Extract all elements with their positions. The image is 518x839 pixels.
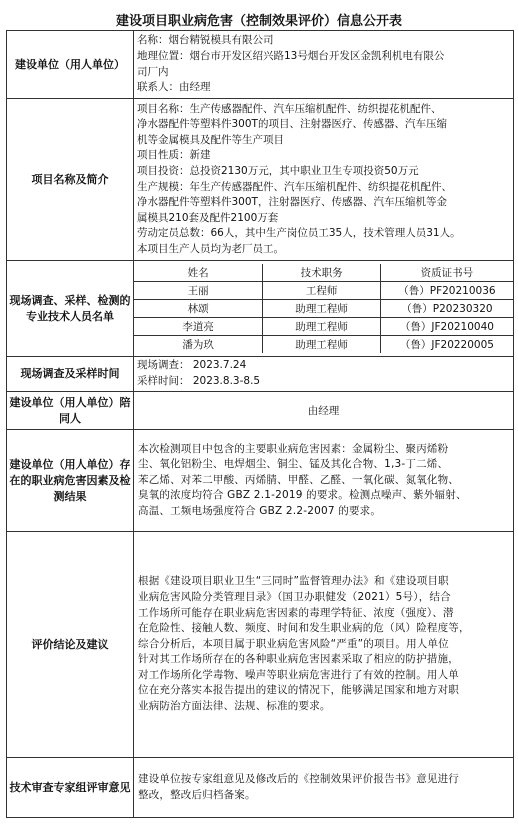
project-label: 项目名称及简介 <box>7 99 134 261</box>
unit-label: 建设单位（用人单位） <box>7 31 134 99</box>
staff-table <box>134 264 513 353</box>
escort-value: 由经理 <box>134 392 514 430</box>
review-info <box>134 758 514 818</box>
escort-label: 建设单位（用人单位）陪同人 <box>7 392 134 430</box>
project-info <box>134 99 514 261</box>
staff-name: 王丽 <box>134 282 263 300</box>
staff-cert: （鲁）PF20210036 <box>380 282 513 300</box>
unit-info <box>134 31 514 99</box>
conclusion-line: 在危险性、接触人数、频度、时间和发生职业病的危（风）险程度等， <box>138 622 470 635</box>
unit-address-line-1: 地理位置：烟台市开发区绍兴路13号烟台开发区金凯利机电有限公 <box>137 49 445 62</box>
unit-row <box>7 31 514 99</box>
review-row <box>7 758 514 818</box>
unit-contact: 联系人：由经理 <box>137 81 211 94</box>
staff-title: 助理工程师 <box>263 300 380 318</box>
project-line: 属模具210套及配件2100万套 <box>137 211 279 224</box>
hazards-info <box>134 430 514 532</box>
unit-address-line-2: 司厂内 <box>137 65 169 78</box>
project-line: 机等金属模具及配件等生产项目 <box>137 133 284 146</box>
unit-name: 名称：烟台精锐模具有限公司 <box>137 34 274 47</box>
staff-header-row <box>134 264 513 282</box>
page-title: 建设项目职业病危害（控制效果评价）信息公开表 <box>115 14 402 29</box>
project-line: 本项目生产人员均为老厂员工。 <box>137 242 284 255</box>
conclusion-row <box>7 532 514 758</box>
staff-row-item <box>134 336 513 354</box>
staff-cert: （鲁）JF20220005 <box>399 339 494 351</box>
project-line: 项目名称：生产传感器配件、汽车压缩机配件、纺织提花机配件、 <box>137 102 442 115</box>
conclusion-line: 根据《建设项目职业卫生“三同时”监督管理办法》和《建设项目职 <box>138 575 449 588</box>
conclusion-line: 针对其工作场所存在的各种职业病危害因素采取了相应的防护措施， <box>138 653 459 666</box>
escort-row <box>7 392 514 430</box>
hazards-line: 臭氧的浓度均符合 GBZ 2.1-2019 的要求。检测点噪声、紫外辐射、 <box>138 489 467 502</box>
project-row <box>7 99 514 261</box>
conclusion-label: 评价结论及建议 <box>7 532 134 758</box>
hazards-line: 高温、工频电场强度符合 GBZ 2.2-2007 的要求。 <box>138 504 382 517</box>
review-line: 建设单位按专家组意见及修改后的《控制效果评价报告书》意见进行 <box>138 772 459 785</box>
project-line: 项目性质：新建 <box>137 149 211 162</box>
staff-row <box>7 261 514 357</box>
staff-name: 李道亮 <box>134 318 263 336</box>
staff-cert: （鲁）JF20210040 <box>380 318 513 336</box>
hazards-line: 苯乙烯、对苯二甲酸、丙烯腈、甲醛、乙醛、一氧化碳、氮氧化物、 <box>138 473 459 486</box>
project-line: 生产规模：年生产传感器配件、汽车压缩机配件、纺织提花机配件、 <box>137 180 452 193</box>
conclusion-line: 综合分析后，本项目属于职业病危害风险“严重”的项目。用人单位 <box>138 637 449 650</box>
conclusion-line: 位在充分落实本报告提出的建议的情况下，能够满足国家和地方对职 <box>138 684 459 697</box>
conclusion-line: 业病防治方面法律、法规、标准的要求。 <box>138 700 331 713</box>
review-label: 技术审查专家组评审意见 <box>7 758 134 818</box>
staff-cell <box>134 261 514 357</box>
project-line: 净水器配件等塑料件300T，注射器医疗、传感器、汽车压缩机等金 <box>137 196 447 209</box>
conclusion-info <box>134 532 514 758</box>
hazards-line: 尘、氧化铝粉尘、电焊烟尘、铜尘、锰及其化合物、1,3-丁二烯、 <box>138 458 449 471</box>
staff-row-item <box>134 282 513 300</box>
hazards-label: 建设单位（用人单位）存在的职业病危害因素及检测结果 <box>7 430 134 532</box>
project-line: 劳动定员总数：66人，其中生产岗位员工35人，技术管理人员31人。 <box>137 227 461 240</box>
staff-label: 现场调查、采样、检测的专业技术人员名单 <box>7 261 134 357</box>
review-line: 整改，整改后归档备案。 <box>138 788 256 801</box>
hazards-line: 本次检测项目中包含的主要职业病危害因素：金属粉尘、聚丙烯粉 <box>138 442 449 455</box>
conclusion-line: 工作场所可能存在职业病危害因素的毒理学特征、浓度（强度）、潜 <box>138 606 454 619</box>
survey-date: 现场调查： 2023.7.24 <box>137 359 247 372</box>
time-row <box>7 357 514 392</box>
conclusion-line: 对工作场所化学毒物、噪声等职业病危害进行了有效的控制。用人单 <box>138 668 459 681</box>
project-line: 净水器配件等塑料件300T的项目、注射器医疗、传感器、汽车压缩 <box>137 118 447 131</box>
conclusion-line: 业病危害风险分类管理目录》（国卫办职健发（2021）5号），结合 <box>138 590 451 603</box>
staff-row-item <box>134 300 513 318</box>
staff-title: 助理工程师 <box>263 336 380 354</box>
staff-cert: （鲁）P20230320 <box>380 300 513 318</box>
staff-name: 林颂 <box>134 300 263 318</box>
disclosure-table <box>6 30 514 818</box>
staff-title: 助理工程师 <box>263 318 380 336</box>
time-label: 现场调查及采样时间 <box>7 357 134 392</box>
staff-row-item <box>134 318 513 336</box>
time-info <box>134 357 514 392</box>
staff-header-title: 技术职务 <box>263 264 380 282</box>
staff-name: 潘为玖 <box>134 336 263 354</box>
staff-title: 工程师 <box>263 282 380 300</box>
staff-header-cert: 资质证书号 <box>380 264 513 282</box>
sampling-date: 采样时间： 2023.8.3-8.5 <box>137 375 261 387</box>
staff-header-name: 姓名 <box>134 264 263 282</box>
project-line: 项目投资：总投资2130万元，其中职业卫生专项投资50万元 <box>137 164 419 177</box>
hazards-row <box>7 430 514 532</box>
